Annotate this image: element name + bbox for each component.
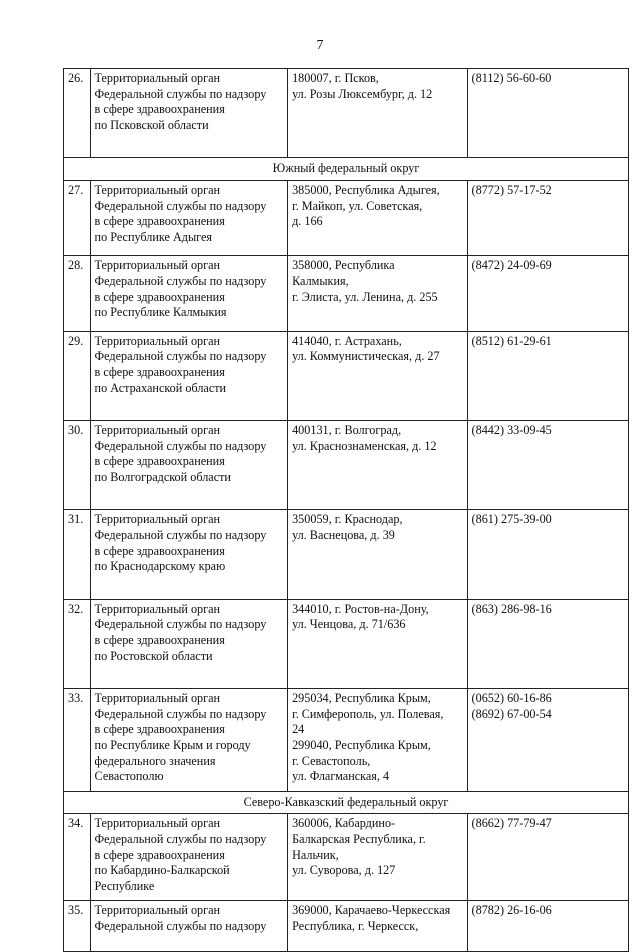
phone-number: (863) 286-98-16 <box>471 601 552 616</box>
organization-name-line: Республике <box>94 878 155 893</box>
registry-body <box>64 69 629 952</box>
address-line: 180007, г. Псков, <box>292 71 379 85</box>
organization-name-line: Федеральной службы по надзору <box>94 918 267 933</box>
phone <box>467 421 628 510</box>
organization-name-line: Территориальный орган <box>94 71 221 85</box>
phone-number: (8512) 61-29-61 <box>471 333 552 348</box>
address-line: г. Элиста, ул. Ленина, д. 255 <box>292 289 438 304</box>
section-header-row <box>64 158 629 181</box>
organization-name-line: Территориальный орган <box>94 512 221 527</box>
phone-number: (8782) 26-16-06 <box>471 903 552 918</box>
organization-name-line: Территориальный орган <box>94 258 221 273</box>
organization-name-line: в сфере здравоохранения <box>94 364 225 379</box>
registry-table <box>63 68 629 952</box>
organization-name-line: Территориальный орган <box>94 423 221 438</box>
organization-name-line: Федеральной службы по надзору <box>94 86 267 101</box>
phone-number: (8442) 33-09-45 <box>471 423 552 438</box>
address-line: ул. Краснознаменская, д. 12 <box>292 438 437 453</box>
table-row <box>64 256 629 331</box>
organization-name <box>90 901 288 951</box>
phone <box>467 69 628 158</box>
organization-name <box>90 689 288 792</box>
table-row <box>64 599 629 688</box>
phone <box>467 599 628 688</box>
address-line: г. Майкоп, ул. Советская, <box>292 198 423 213</box>
row-number: 26. <box>64 69 91 158</box>
address <box>288 510 467 599</box>
phone <box>467 256 628 331</box>
organization-name-line: по Республике Адыгея <box>94 229 213 244</box>
row-number: 34. <box>64 814 91 901</box>
address-line: ул. Суворова, д. 127 <box>292 863 396 878</box>
address-line: Калмыкия, <box>292 273 349 288</box>
organization-name-line: по Волгоградской области <box>94 469 231 484</box>
address-line: 358000, Республика <box>292 258 395 273</box>
section-title: Южный федеральный округ <box>64 158 629 181</box>
address-line: 400131, г. Волгоград, <box>292 423 402 438</box>
row-number: 33. <box>64 689 91 792</box>
address-line: ул. Розы Люксембург, д. 12 <box>292 86 433 101</box>
row-number: 28. <box>64 256 91 331</box>
address <box>288 180 467 255</box>
organization-name-line: по Республике Калмыкия <box>94 305 227 320</box>
organization-name-line: по Псковской области <box>94 117 209 132</box>
phone-number: (861) 275-39-00 <box>471 512 552 527</box>
address-line: 299040, Республика Крым, <box>292 738 431 752</box>
organization-name-line: в сфере здравоохранения <box>94 847 225 862</box>
address-line: Балкарская Республика, г. <box>292 831 426 846</box>
address-line: Нальчик, <box>292 847 339 862</box>
table-row <box>64 814 629 901</box>
address <box>288 814 467 901</box>
address-line: ул. Ченцова, д. 71/636 <box>292 617 406 632</box>
address-line: г. Симферополь, ул. Полевая, <box>292 706 444 721</box>
organization-name-line: в сфере здравоохранения <box>94 289 225 304</box>
organization-name <box>90 256 288 331</box>
organization-name-line: в сфере здравоохранения <box>94 102 225 117</box>
address <box>288 256 467 331</box>
table-row <box>64 689 629 792</box>
organization-name <box>90 421 288 510</box>
table-row <box>64 69 629 158</box>
organization-name-line: в сфере здравоохранения <box>94 543 225 558</box>
table-row <box>64 421 629 510</box>
section-header-row <box>64 791 629 814</box>
row-number: 29. <box>64 331 91 420</box>
address <box>288 331 467 420</box>
address-line: 360006, Кабардино- <box>292 816 396 831</box>
address-line: 24 <box>292 722 305 737</box>
phone-number: (8472) 24-09-69 <box>471 258 552 273</box>
organization-name-line: Территориальный орган <box>94 816 221 831</box>
address <box>288 421 467 510</box>
address-line: 385000, Республика Адыгея, <box>292 182 440 197</box>
address-line: 344010, г. Ростов-на-Дону, <box>292 601 429 616</box>
organization-name-line: по Кабардино-Балкарской <box>94 863 230 878</box>
organization-name-line: Федеральной службы по надзору <box>94 198 267 213</box>
organization-name <box>90 180 288 255</box>
phone <box>467 180 628 255</box>
phone-number: (8772) 57-17-52 <box>471 182 552 197</box>
address-line: ул. Васнецова, д. 39 <box>292 528 395 543</box>
table-row <box>64 331 629 420</box>
organization-name-line: федерального значения <box>94 753 216 768</box>
organization-name-line: Федеральной службы по надзору <box>94 831 267 846</box>
organization-name-line: Федеральной службы по надзору <box>94 528 267 543</box>
address <box>288 689 467 792</box>
table-row <box>64 180 629 255</box>
organization-name-line: Федеральной службы по надзору <box>94 438 267 453</box>
organization-name-line: Федеральной службы по надзору <box>94 349 267 364</box>
organization-name-line: Территориальный орган <box>94 182 221 197</box>
organization-name-line: в сфере здравоохранения <box>94 214 225 229</box>
organization-name-line: по Ростовской области <box>94 648 213 663</box>
address-line: 350059, г. Краснодар, <box>292 512 403 527</box>
address-line: 295034, Республика Крым, <box>292 691 431 706</box>
organization-name <box>90 599 288 688</box>
organization-name-line: по Астраханской области <box>94 380 227 395</box>
phone <box>467 331 628 420</box>
organization-name-line: в сфере здравоохранения <box>94 454 225 469</box>
row-number: 35. <box>64 901 91 951</box>
address <box>288 69 467 158</box>
table-row <box>64 510 629 599</box>
phone <box>467 814 628 901</box>
phone <box>467 689 628 792</box>
table-row <box>64 901 629 951</box>
organization-name-line: в сфере здравоохранения <box>94 633 225 648</box>
phone-number: (8692) 67-00-54 <box>471 706 552 721</box>
section-title: Северо-Кавказский федеральный округ <box>64 791 629 814</box>
organization-name-line: в сфере здравоохранения <box>94 722 225 737</box>
address-line: ул. Коммунистическая, д. 27 <box>292 349 440 364</box>
row-number: 32. <box>64 599 91 688</box>
address-line: д. 166 <box>292 214 323 229</box>
phone-number: (0652) 60-16-86 <box>471 691 552 706</box>
organization-name <box>90 510 288 599</box>
organization-name-line: Федеральной службы по надзору <box>94 706 267 721</box>
page-number: 7 <box>316 38 324 53</box>
organization-name-line: Территориальный орган <box>94 691 221 706</box>
organization-name-line: по Краснодарскому краю <box>94 559 226 574</box>
address-line: 369000, Карачаево-Черкесская <box>292 903 451 918</box>
organization-name-line: Территориальный орган <box>94 903 221 918</box>
phone <box>467 510 628 599</box>
row-number: 30. <box>64 421 91 510</box>
organization-name-line: Федеральной службы по надзору <box>94 617 267 632</box>
address-line: г. Севастополь, <box>292 753 371 768</box>
address <box>288 599 467 688</box>
phone <box>467 901 628 951</box>
organization-name-line: Территориальный орган <box>94 333 221 348</box>
organization-name <box>90 814 288 901</box>
organization-name-line: Территориальный орган <box>94 601 221 616</box>
address-line: Республика, г. Черкесск, <box>292 918 419 933</box>
row-number: 31. <box>64 510 91 599</box>
phone-number: (8662) 77-79-47 <box>471 816 552 831</box>
organization-name-line: по Республике Крым и городу <box>94 738 251 752</box>
organization-name-line: Федеральной службы по надзору <box>94 273 267 288</box>
address-line: 414040, г. Астрахань, <box>292 333 402 348</box>
address <box>288 901 467 951</box>
organization-name <box>90 331 288 420</box>
row-number: 27. <box>64 180 91 255</box>
organization-name-line: Севастополю <box>94 769 164 784</box>
address-line: ул. Флагманская, 4 <box>292 769 390 784</box>
organization-name <box>90 69 288 158</box>
phone-number: (8112) 56-60-60 <box>471 71 552 85</box>
